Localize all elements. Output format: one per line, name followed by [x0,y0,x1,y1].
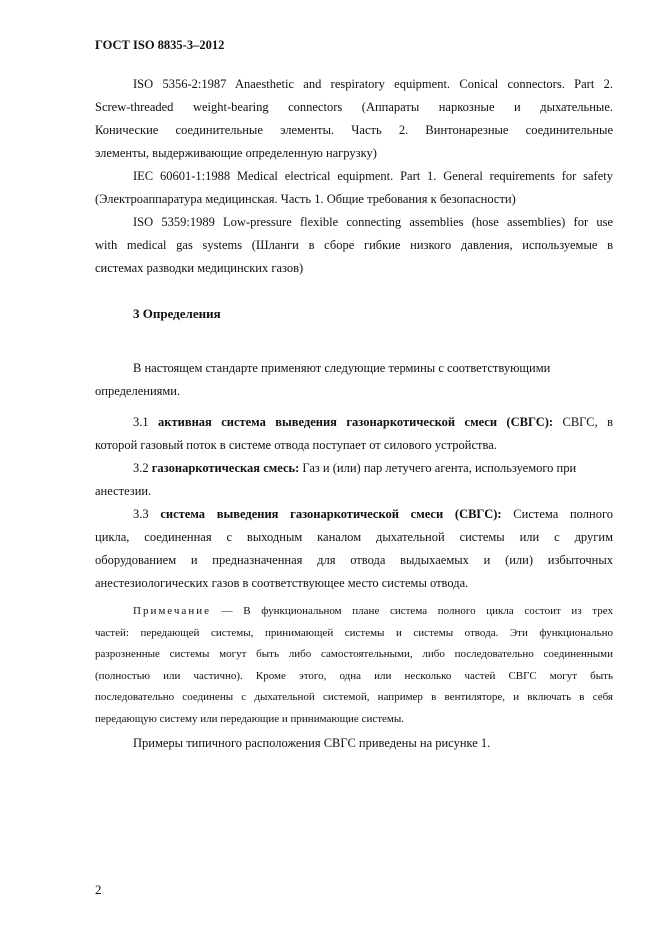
definition-first-line [95,503,613,526]
definition-term: система выведения газонаркотической смеси (СВГС): [160,507,502,521]
text-line: цикла, соединенная с выходным каналом дыхательной системы или с другим [95,530,613,544]
text-line: которой газовый поток в системе отвода поступает от силового устройства. [95,438,497,452]
text-line: передающую систему или передающие и принимающие системы. [95,712,404,725]
note-label: Примечание [133,605,211,617]
text-line: with medical gas systems (Шланги в сборе гибкие низкого давления, используемые в [95,238,613,252]
definition-number: 3.2 [133,461,149,475]
note-text: — В функциональном плане система полного цикла состоит из трех [210,605,613,617]
definition-number: 3.3 [133,507,149,521]
definition-3-2 [95,457,613,503]
text-line: (полностью или частично). Кроме этого, одна или несколько частей СВГС могут быть [95,669,613,682]
text-line: В настоящем стандарте применяют следующие термины с соответствующими [133,361,551,375]
text-line: определениями. [95,384,181,398]
section-heading: 3 Определения [133,306,221,321]
text-line: Screw-threaded weight-bearing connectors (Аппараты наркозные и дыхательные. [95,100,613,114]
definition-3-3 [95,503,613,595]
definition-3-1 [95,411,613,457]
definition-term: активная система выведения газонаркотической смеси (СВГС): [158,415,554,429]
text-line: анестезиологических газов в соответствующее место системы отвода. [95,576,469,590]
running-header: ГОСТ ISO 8835-3–2012 [95,38,225,52]
text-line: (Электроаппаратура медицинская. Часть 1. Общие требования к безопасности) [95,192,516,206]
text-line: анестезии. [95,484,152,498]
definition-text: Система полного [501,507,613,521]
definition-text: СВГС, в [553,415,613,429]
definition-text: Газ и (или) пар летучего агента, используемого при [299,461,577,475]
definition-first-line [95,411,613,434]
text-line: ISO 5359:1989 Low-pressure flexible connecting assemblies (hose assemblies) for use [133,215,613,229]
text-line: IEC 60601-1:1988 Medical electrical equipment. Part 1. General requirements for safety [133,169,613,183]
figure-reference [95,732,613,755]
definition-number: 3.1 [133,415,149,429]
definition-term: газонаркотическая смесь: [151,461,300,475]
ref-iso-5359 [95,211,613,280]
text-line: элементы, выдерживающие определенную нагрузку) [95,146,377,160]
note-block [95,601,613,730]
text-line: разрозненные системы могут быть либо самостоятельными, либо последовательно соединенными [95,648,613,660]
text-line: оборудованием и предназначенная для отвода выдыхаемых и (или) избыточных [95,553,613,567]
text-line: Примеры типичного расположения СВГС приведены на рисунке 1. [133,736,491,750]
text-line: ISO 5356-2:1987 Anaesthetic and respiratory equipment. Conical connectors. Part 2. [133,77,613,91]
text-line: частей: передающей системы, принимающей системы и системы отвода. Эти функционально [95,626,613,639]
intro-paragraph [95,357,613,403]
text-line: системах разводки медицинских газов) [95,261,304,275]
text-line: Конические соединительные элементы. Часть 2. Винтонарезные соединительные [95,123,613,137]
definition-first-line [95,457,613,480]
page-number: 2 [95,882,102,897]
ref-iso-5356 [95,73,613,165]
ref-iec-60601 [95,165,613,211]
note-first-line [95,601,613,623]
text-line: последовательно соединены с дыхательной системой, например в вентиляторе, и включать в себя [95,691,613,703]
